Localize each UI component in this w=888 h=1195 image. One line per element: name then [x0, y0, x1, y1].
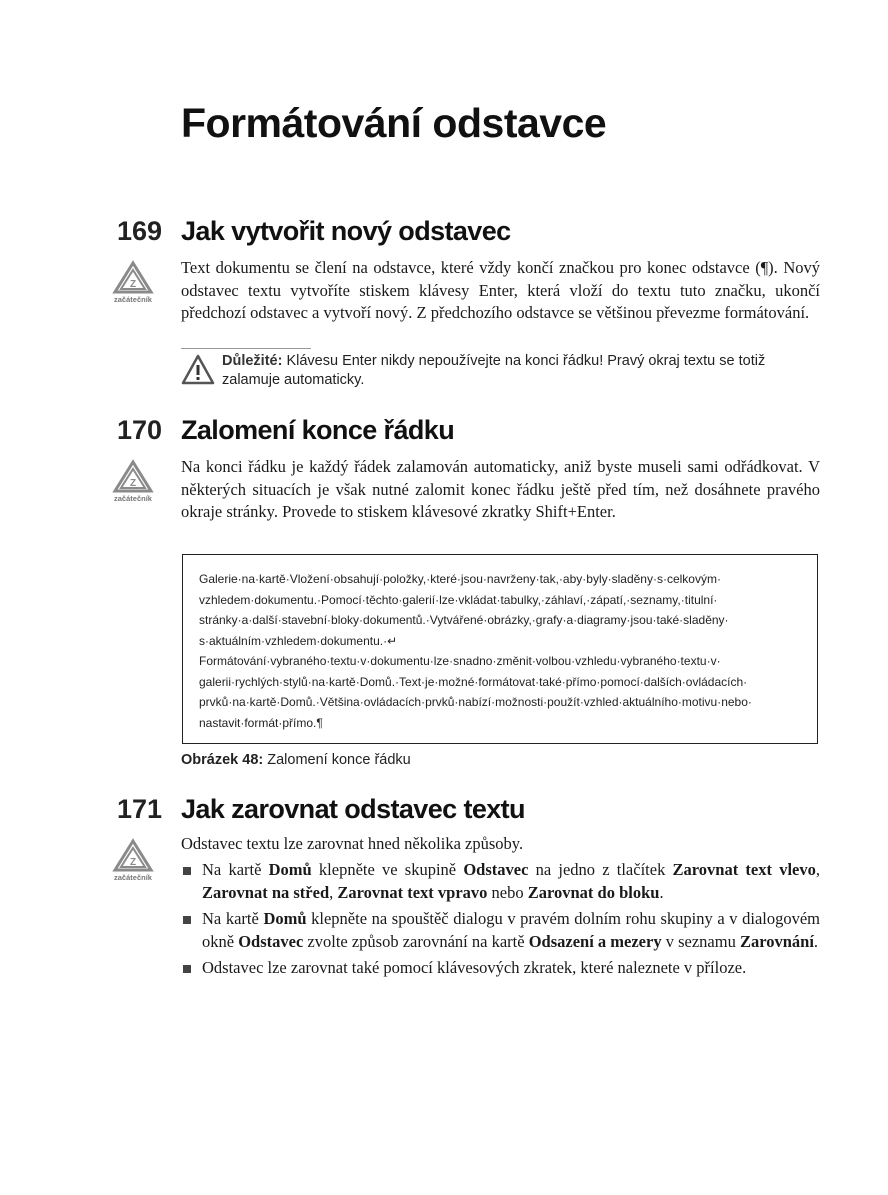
svg-text:Z: Z	[129, 857, 137, 868]
note-text: Klávesu Enter nikdy nepoužívejte na konci řádku! Pravý okraj textu se totiž zalamuje automaticky.	[222, 353, 766, 388]
caption-label: Obrázek 48:	[181, 752, 264, 768]
section-intro-171: Odstavec textu lze zarovnat hned několika způsoby.	[181, 834, 524, 853]
beginner-badge-icon	[110, 260, 156, 306]
warning-icon	[181, 354, 215, 386]
badge-label: začátečník	[114, 873, 152, 882]
figure-paragraph-1: Galerie·na·kartě·Vložení·obsahují·položky,·které·jsou·navrženy·tak,·aby·byly·sladěny·s·celkovým· vzhledem·dokumentu.·Pomocí·těchto·galerií·lze·vkládat·tabulky,·záhlaví,·zápatí,·seznamy,·titulní· stránky·a·další·stavební·bloky·dokumentů.·Vytvářené·obrázky,·grafy·a·diagramy·jsou·také·sladěny· s·aktuálním·vzhledem·dokumentu.·↵	[199, 572, 729, 648]
list-item: Na kartě Domů klepněte na spouštěč dialogu v pravém dolním rohu skupiny a v dialogovém okně Odstavec zvolte způsob zarovnání na kartě Odsazení a mezery v seznamu Zarovnání.	[181, 908, 820, 953]
section-number-169: 169	[116, 216, 162, 246]
figure-caption	[181, 752, 411, 768]
figure-paragraph-2: Formátování·vybraného·textu·v·dokumentu·lze·snadno·změnit·volbou·vzhledu·vybraného·textu·v· galerii·rychlých·stylů·na·kartě·Domů.·Text·je·možné·formátovat·také·přímo·pomocí·dalších·ovládacích· prvků·na·kartě·Domů.·Většina·ovládacích·prvků·nabízí·možnosti·použít·vzhled·aktuálního·motivu·nebo· nastavit·formát·přímo.¶	[199, 654, 752, 730]
bullet-square-icon	[183, 965, 191, 973]
beginner-badge-icon	[110, 838, 156, 884]
section-number-171: 171	[116, 794, 162, 824]
section-title-170: Zalomení konce řádku	[181, 415, 455, 445]
svg-text:Z: Z	[129, 279, 137, 290]
important-note	[222, 352, 820, 390]
note-divider	[181, 348, 311, 349]
section-title-171: Jak zarovnat odstavec textu	[181, 794, 525, 824]
section-body-170: Na konci řádku je každý řádek zalamován automaticky, aniž byste museli sami odřádkovat. V některých situacích je však nutné zalomit konec řádku ještě před tím, než dosáhnete pravého okraje stránky. Provede to stiskem klávesové zkratky Shift+Enter.	[181, 457, 820, 521]
bullet-square-icon	[183, 916, 191, 924]
svg-text:Z: Z	[129, 478, 137, 489]
section-title-169: Jak vytvořit nový odstavec	[181, 216, 511, 246]
page-title: Formátování odstavce	[181, 100, 607, 146]
bullet-square-icon	[183, 867, 191, 875]
list-item: Na kartě Domů klepněte ve skupině Odstavec na jedno z tlačítek Zarovnat text vlevo, Zarovnat na střed, Zarovnat text vpravo nebo Zarovnat do bloku.	[181, 859, 820, 904]
alignment-methods-list	[181, 859, 820, 984]
badge-label: začátečník	[114, 295, 152, 304]
list-item: Odstavec lze zarovnat také pomocí klávesových zkratek, které naleznete v příloze.	[181, 957, 820, 980]
section-body-169: Text dokumentu se člení na odstavce, které vždy končí značkou pro konec odstavce (¶). Nový odstavec textu vytvoříte stiskem klávesy Enter, která vloží do textu tuto značku, ukončí předchozí odstavec a vytvoří nový. Z předchozího odstavce se většinou převezme formátování.	[181, 258, 820, 322]
caption-text: Zalomení konce řádku	[263, 752, 411, 768]
note-label: Důležité:	[222, 353, 283, 369]
section-number-170: 170	[116, 415, 162, 445]
figure-line-break-example	[182, 554, 818, 744]
beginner-badge-icon	[110, 459, 156, 505]
badge-label: začátečník	[114, 494, 152, 503]
